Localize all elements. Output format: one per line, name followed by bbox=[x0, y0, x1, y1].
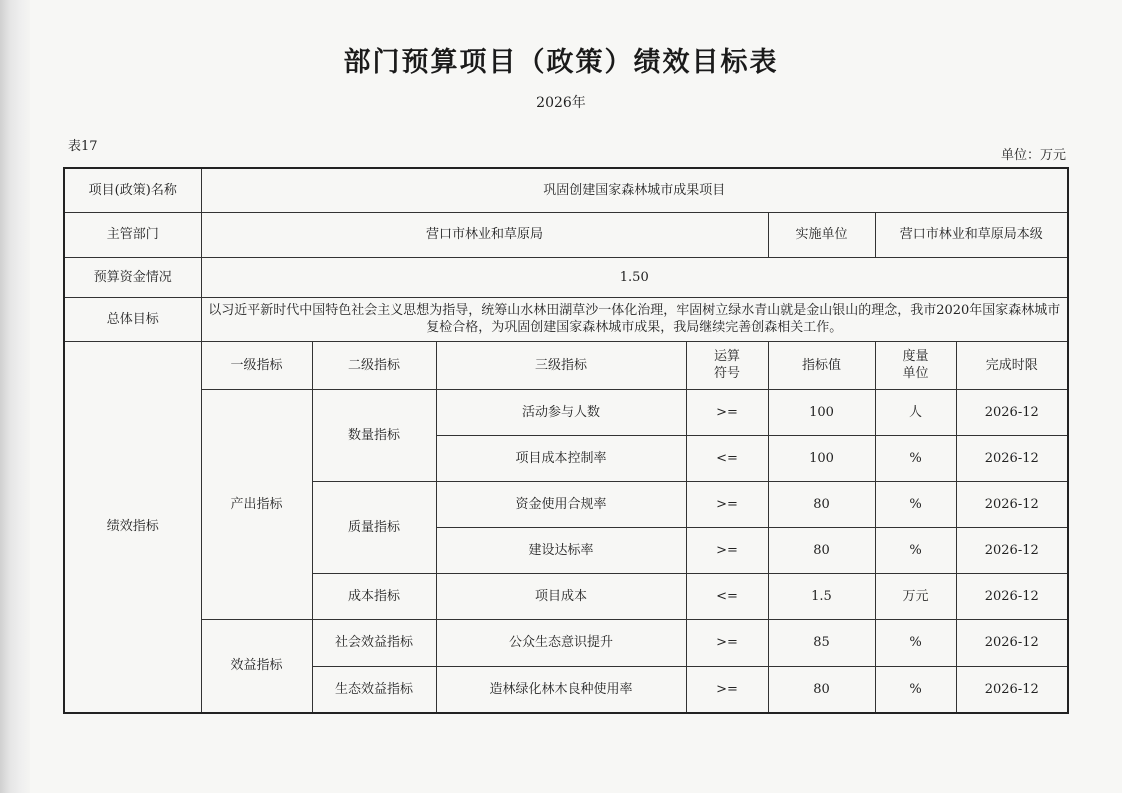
header-operator: 运算 符号 bbox=[686, 341, 768, 389]
indicator-deadline: 2026-12 bbox=[956, 389, 1068, 435]
level2-social-benefit: 社会效益指标 bbox=[312, 619, 436, 666]
indicator-name: 资金使用合规率 bbox=[436, 481, 686, 527]
level1-output: 产出指标 bbox=[201, 389, 312, 619]
level2-quality: 质量指标 bbox=[312, 481, 436, 573]
indicator-operator: <= bbox=[686, 573, 768, 619]
level2-ecological-benefit: 生态效益指标 bbox=[312, 666, 436, 713]
indicator-deadline: 2026-12 bbox=[956, 481, 1068, 527]
budget-label: 预算资金情况 bbox=[64, 257, 201, 297]
indicator-operator: >= bbox=[686, 527, 768, 573]
unit-label: 单位：万元 bbox=[1000, 148, 1066, 163]
indicator-deadline: 2026-12 bbox=[956, 435, 1068, 481]
header-level1: 一级指标 bbox=[201, 341, 312, 389]
header-level3: 三级指标 bbox=[436, 341, 686, 389]
indicator-value: 100 bbox=[768, 435, 875, 481]
indicator-value: 100 bbox=[768, 389, 875, 435]
header-target-value: 指标值 bbox=[768, 341, 875, 389]
indicator-deadline: 2026-12 bbox=[956, 573, 1068, 619]
overall-goal-row bbox=[64, 297, 1068, 341]
level2-cost: 成本指标 bbox=[312, 573, 436, 619]
table-row bbox=[64, 619, 1068, 666]
indicator-operator: >= bbox=[686, 619, 768, 666]
indicator-value: 1.5 bbox=[768, 573, 875, 619]
indicator-value: 80 bbox=[768, 527, 875, 573]
indicator-operator: <= bbox=[686, 435, 768, 481]
level2-quantity: 数量指标 bbox=[312, 389, 436, 481]
department-value: 营口市林业和草原局 bbox=[201, 212, 768, 257]
project-name-value: 巩固创建国家森林城市成果项目 bbox=[201, 168, 1068, 212]
implementing-unit-label: 实施单位 bbox=[768, 212, 875, 257]
indicator-header-row bbox=[64, 341, 1068, 389]
header-deadline: 完成时限 bbox=[956, 341, 1068, 389]
indicator-operator: >= bbox=[686, 666, 768, 713]
budget-row bbox=[64, 257, 1068, 297]
indicator-unit: 人 bbox=[875, 389, 956, 435]
indicator-unit: 万元 bbox=[875, 573, 956, 619]
indicator-unit: % bbox=[875, 481, 956, 527]
overall-goal-label: 总体目标 bbox=[64, 297, 201, 341]
table-number: 表17 bbox=[68, 139, 98, 154]
budget-value: 1.50 bbox=[201, 257, 1068, 297]
project-name-label: 项目(政策)名称 bbox=[64, 168, 201, 212]
department-row bbox=[64, 212, 1068, 257]
performance-target-table bbox=[63, 167, 1069, 714]
indicator-unit: % bbox=[875, 666, 956, 713]
indicator-name: 建设达标率 bbox=[436, 527, 686, 573]
indicator-value: 80 bbox=[768, 481, 875, 527]
indicator-name: 公众生态意识提升 bbox=[436, 619, 686, 666]
indicator-unit: % bbox=[875, 527, 956, 573]
implementing-unit-value: 营口市林业和草原局本级 bbox=[875, 212, 1068, 257]
project-name-row bbox=[64, 168, 1068, 212]
indicator-value: 80 bbox=[768, 666, 875, 713]
indicator-name: 项目成本 bbox=[436, 573, 686, 619]
indicator-unit: % bbox=[875, 435, 956, 481]
budget-year: 2026年 bbox=[536, 95, 586, 111]
indicator-operator: >= bbox=[686, 389, 768, 435]
table-row bbox=[64, 389, 1068, 435]
indicator-deadline: 2026-12 bbox=[956, 619, 1068, 666]
level1-benefit: 效益指标 bbox=[201, 619, 312, 713]
indicator-name: 造林绿化林木良种使用率 bbox=[436, 666, 686, 713]
indicator-operator: >= bbox=[686, 481, 768, 527]
page-binding-edge bbox=[0, 0, 30, 793]
overall-goal-text: 以习近平新时代中国特色社会主义思想为指导，统筹山水林田湖草沙一体化治理，牢固树立绿水青山就是金山银山的理念，我市2020年国家森林城市复检合格，为巩固创建国家森林城市成果，我局继续完善创森相关工作。 bbox=[201, 297, 1068, 341]
indicator-name: 项目成本控制率 bbox=[436, 435, 686, 481]
indicator-unit: % bbox=[875, 619, 956, 666]
document-title: 部门预算项目（政策）绩效目标表 bbox=[343, 47, 779, 78]
indicator-deadline: 2026-12 bbox=[956, 527, 1068, 573]
indicator-name: 活动参与人数 bbox=[436, 389, 686, 435]
indicator-value: 85 bbox=[768, 619, 875, 666]
header-measure-unit: 度量 单位 bbox=[875, 341, 956, 389]
header-level2: 二级指标 bbox=[312, 341, 436, 389]
department-label: 主管部门 bbox=[64, 212, 201, 257]
indicator-deadline: 2026-12 bbox=[956, 666, 1068, 713]
performance-indicators-label: 绩效指标 bbox=[64, 341, 201, 713]
